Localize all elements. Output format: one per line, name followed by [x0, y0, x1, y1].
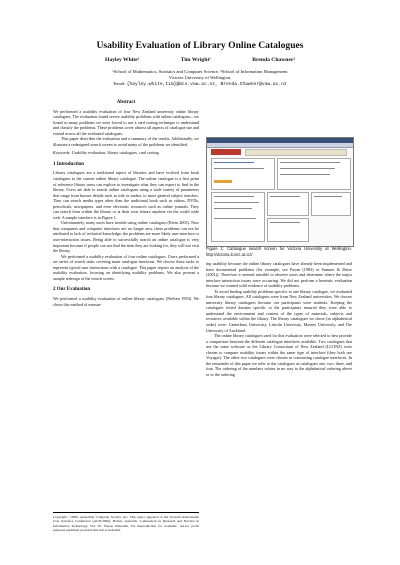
author-3: Brenda Chawner² [252, 57, 296, 63]
email-addresses: {hayley.white,tim}@mcs.vuw.ac.nz, Brenda.Chawner@vuw.ac.nz [126, 82, 287, 87]
evaluation-paragraph-2: ing usability because the online library catalogues have already been implemented and have documented problems (for example, see Payan (1983) or Sumner & Dawe (2001)). Therefore it seemed sensible to observe users and determine where the major interface interaction issues were occurring. We did not perform a heuristic evaluation because we wanted solid evidence of usability problems. [206, 261, 352, 289]
keywords [53, 150, 199, 156]
search-input-line [214, 162, 254, 163]
intro-paragraph-3: We performed a usability evaluation of four online catalogues. Users performed a set series of search tasks covering main catalogue functions. We choose these tasks to represent typical user interactions with a catalogue. This paper reports an analysis of the usability evaluation, focusing on identifying usability problems. We also present a sample redesign of the search screen. [53, 253, 199, 281]
text-line [214, 202, 259, 203]
abstract-heading: Abstract [116, 100, 136, 105]
abstract-paragraph-1: We performed a usability evaluation of four New Zealand university online library catalogues. The evaluation found severe usability problems with online catalogues—we found so many problems we were forced to use a card sorting technique to understand and classify the problems. These problems cover almost all aspects of catalogue use and extend across all the evaluated catalogues. [53, 108, 199, 136]
text-line [214, 218, 256, 219]
copyright-footnote: Copyright ©2006, Australian Computer Society, Inc. This paper appeared at the Seventh Australasian User Interface Conference (AUIC2006), Hobart, Australia. Conferences in Research and Practice in Information Technology, Vol. 50. Wayne Piekarski, Ed. Reproduction for academic, not-for profit purposes permitted provided this text is included. [53, 512, 199, 533]
evaluation-paragraph-1: We performed a usability evaluation of online library catalogues (Nielsen 1993). We chose this method of measur- [53, 295, 199, 307]
text-line [214, 168, 264, 169]
text-line [214, 208, 252, 209]
library-logo [211, 149, 241, 155]
text-line [280, 174, 330, 175]
left-column [53, 100, 199, 307]
abstract-paragraph-2: This paper describes the evaluation and a summary of the results. Additionally, we illustrate a redesigned search screen to avoid many of the problems we identified. [53, 136, 199, 147]
section-1-heading: 1 Introduction [53, 161, 84, 167]
keywords-label: Keywords: [53, 150, 71, 156]
text-line [280, 168, 335, 169]
text-line [214, 196, 254, 197]
author-2: Tim Wright¹ [180, 57, 211, 63]
search-button-graphic [214, 180, 232, 183]
right-column [206, 261, 352, 377]
text-line [280, 162, 340, 163]
author-list [0, 57, 400, 63]
section-2-heading: 2 Our Evaluation [53, 287, 91, 293]
paper-title: Usability Evaluation of Library Online Catalogues [96, 40, 304, 51]
keywords-text: Usability evaluation, library catalogues, card sorting [71, 150, 159, 156]
text-line [314, 196, 342, 197]
browser-toolbar [207, 143, 353, 148]
keyword-search-panel [211, 192, 265, 242]
email-label: Email: [113, 81, 126, 86]
text-line [270, 222, 300, 223]
evaluation-paragraph-3: To avoid finding usability problems specific to one library catalogue, we evaluated four library catalogues. All catalogues were from New Zealand universities. We choose university library catalogues because our participants were students. Keeping the catalogues tested domain specific to the participants ensured they were able to understand the environment and context of the types of materials, subjects and resources available within the library. The library catalogues we chose (in alphabetical order) were: Canterbury University, Lincoln University, Massey University, and The University of Auckland. [206, 288, 352, 333]
evaluation-paragraph-4: The online library catalogues used for this evaluation were selected to best provide a comparison between the different catalogue interfaces available. Two catalogues that use the same software as the Library Consortium of New Zealand (LCONZ) were chosen to compare usability issues within the same type of interface (they both use Voyager). The other two catalogues were chosen as contrasting catalogue interfaces. In the remainder of this paper we refer to the catalogues as catalogues one, two, three, and four. The ordering of the numbers relates in no way to the alphabetical ordering above or to the ordering [206, 333, 352, 377]
affiliation-line-1: ¹School of Mathematics, Statistics and Computer Science, ²School of Information Management [112, 69, 288, 74]
figure-1-caption: Figure 1: Catalogue search screen for Victoria University at Wellington. http://victoria.lconz.ac.nz/ [206, 246, 352, 257]
catalogue-nav-tabs [245, 149, 347, 156]
email-line [0, 81, 400, 88]
text-line [270, 196, 300, 197]
intro-paragraph-2: Unfortunately, many users have trouble using online catalogues (Klein 2003). Now that computers and computer interfaces are no longer new, these problems can not be attributed to lack of technical knowledge; the problems are more likely user-interface or user-interaction issues. Being able to successfully search an online catalogue is very important because if people can not find the item they are looking for, they will not visit the library. [53, 220, 199, 254]
author-1: Hayley White¹ [104, 57, 140, 63]
intro-paragraph-1: Library catalogues are a traditional aspect of libraries and have evolved from book catalogues to the current online library catalogue. The online catalogue is a first point of reference library users can explore to investigate what they can expect to find in the library. Users are able to search online catalogues using a wide variety of parameters that range from known details such as title or author, to more general subject searches. They can search media types other than the traditional book such as videos, DVDs, periodicals, newspapers, and even electronic resources such as online journals. They can search from within the library or at their own leisure anytime via the world wide web. A sample interface is in Figure 1. [53, 170, 199, 220]
affiliation-line-2: Victoria University of Wellington, [168, 75, 232, 80]
figure-1-catalogue-screenshot [206, 137, 354, 247]
